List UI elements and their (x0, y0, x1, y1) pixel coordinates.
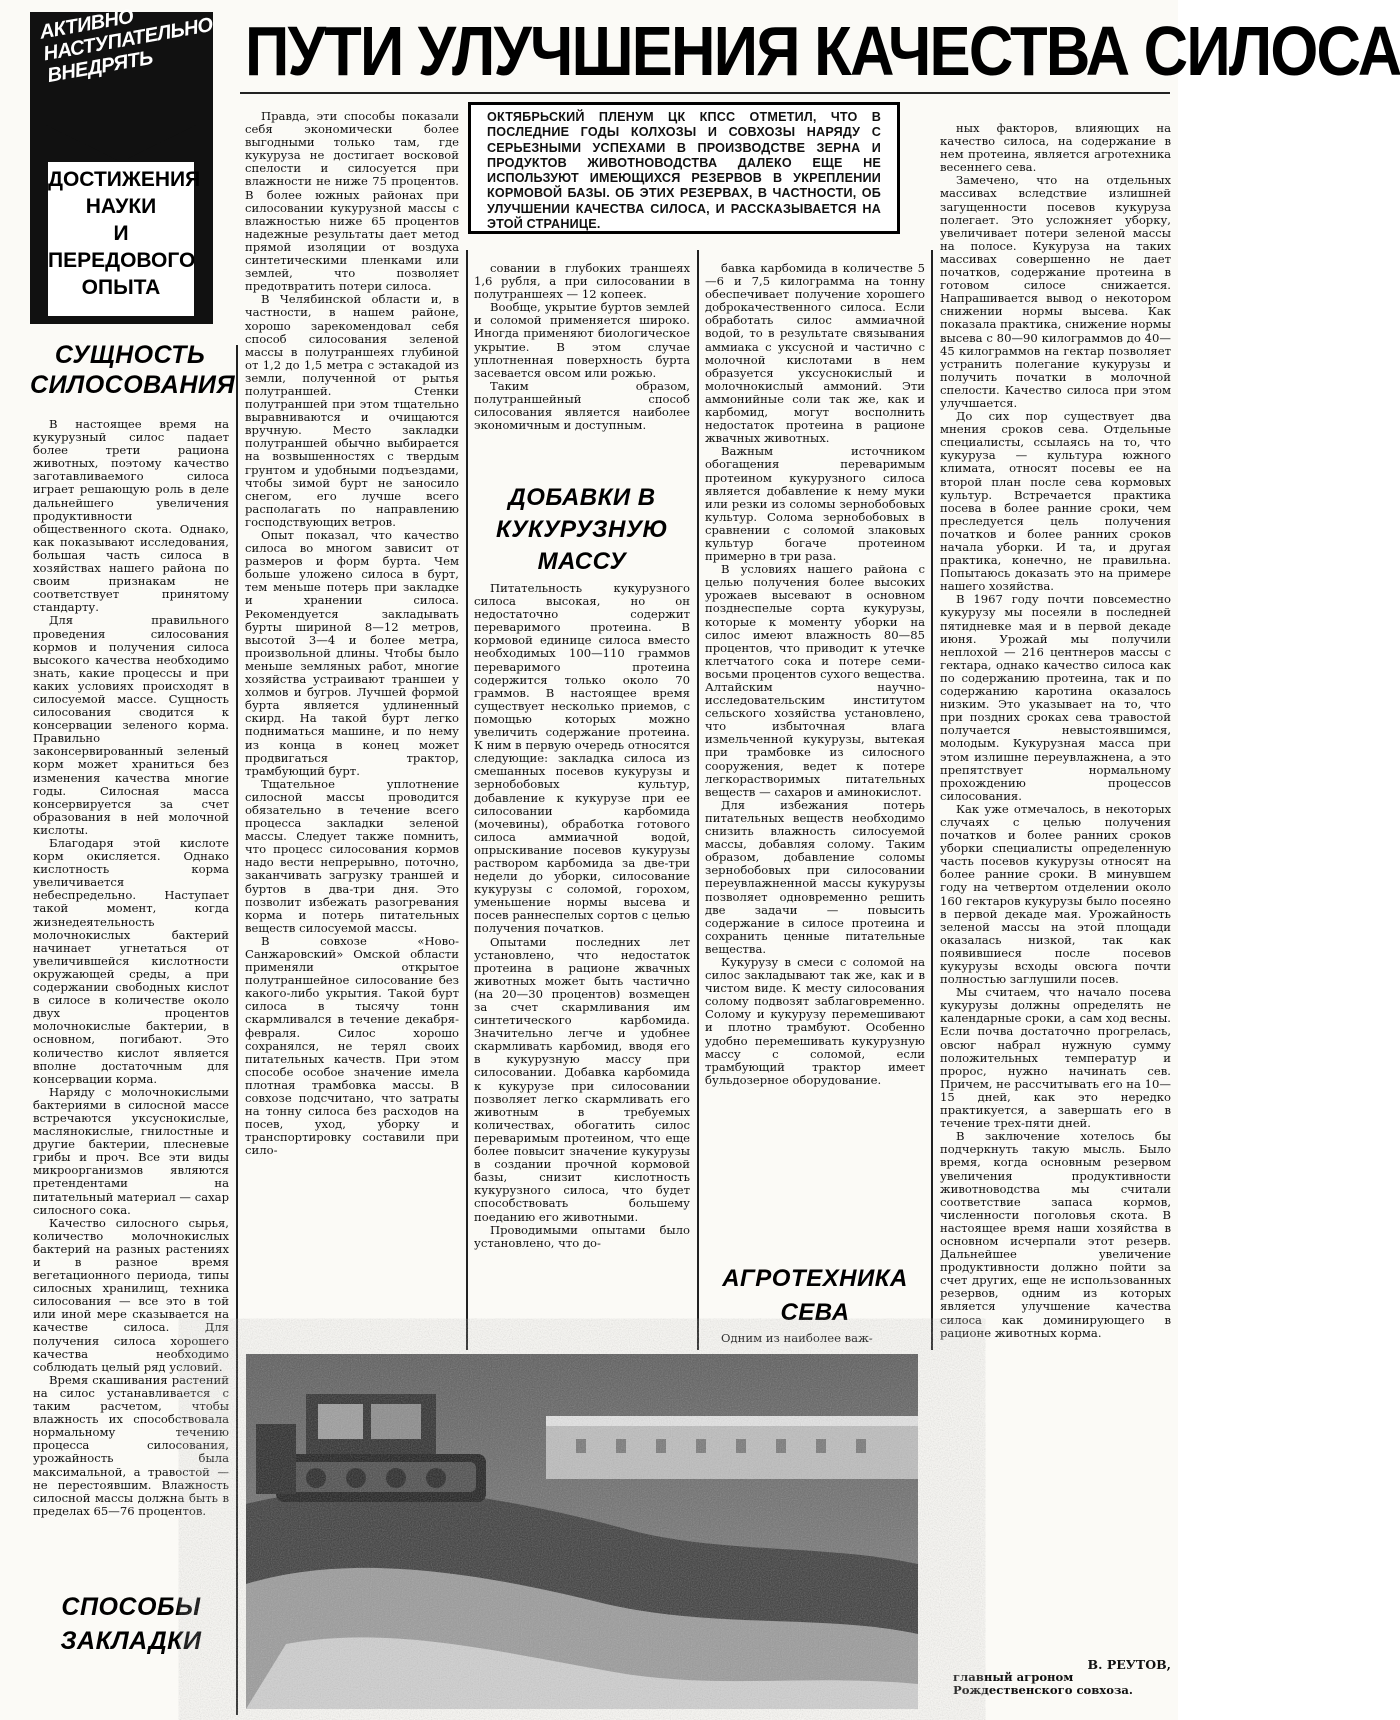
paragraph: Правда, эти способы показали себя экономически более выгодными только там, где кукуруза не достигает восковой спелости и силосуется при влажности не ниже 75 процентов. В более южных районах при силосовании кукурузной массы с влажностью ниже 65 процентов надежные результаты дает метод прямой изоляции от воздуха синтетическими пленками или землей, что позволяет предотвратить потери силоса. (245, 109, 459, 294)
slogan-box (48, 162, 201, 316)
column-rule (236, 345, 238, 1715)
paragraph: Опытами последних лет установлено, что недостаток протеина в рационе жвачных животных может быть частично (на 20—30 процентов) возмещен за счет скармливания им синтетического карбомида. Значительно легче и удобнее скармливать карбомид, вводя его в кукурузную массу при силосовании. Добавка карбомида к кукурузе при силосовании позволяет легко скармливать его животным в требуемых количествах, обогатить силос переваримым протеином, что еще более повысит значение кукурузы в создании прочной кормовой базы, снизит кислотность кукурузного силоса, что будет способствовать большему поеданию его животными. (474, 934, 690, 1224)
slogan-line: И (113, 222, 129, 245)
column-3 (474, 582, 690, 1350)
paragraph: Опыт показал, что качество силоса во многом зависит от размеров и форм бурта. Чем больше уложено силоса в бурт, тем меньше потерь при закладке и хранении силоса. Рекомендуется закладывать бурты шириной 8—12 метров, высотой 3—4 и более метра, произвольной длины. Чтобы было меньше земляных работ, многие хозяйства устраивают траншеи у холмов и бугров. Лучшей формой бурта является удлиненный скирд. На такой бурт легко подниматься машине, и по нему из конца в конец может продвигаться трактор, трамбующий бурт. (245, 528, 459, 778)
subhead-line: АГРОТЕХНИКА (722, 1265, 908, 1292)
paragraph: Тщательное уплотнение силосной массы проводится обязательно в течение всего процесса закладки зеленой массы. Следует также помнить, что процесс силосования кормов надо вести непрерывно, поточно, заканчивать загрузку траншей и буртов в два-три дня. Это позволит избежать разогревания корма и потерь питательных веществ силосуемой массы. (245, 776, 459, 935)
column-rule (697, 250, 699, 1350)
paragraph: Важным источником обогащения переваримым протеином кукурузного силоса является добавление к нему муки или резки из соломы зернобобовых культур. Солома зернобобовых в сравнении с соломой злаковых культур богаче протеином примерно в три раза. (705, 444, 925, 564)
column-3-top (474, 262, 690, 452)
paragraph: Благодаря этой кислоте корм окисляется. Однако кислотность корма увеличивается небеспредельно. Наступает такой момент, когда жизнедеятельность молочнокислых бактерий начинает угнетаться от увеличившейся кислотности окружающей среды, а при содержании свободных кислот в силосе в количестве около двух процентов молочнокислые бактерии, в основном, погибают. Это количество кислот является вполне достаточным для консервации корма. (33, 836, 229, 1086)
slogan-line: ПЕРЕДОВОГО (48, 249, 196, 272)
page-headline: ПУТИ УЛУЧШЕНИЯ КАЧЕСТВА СИЛОСА (245, 12, 1400, 90)
column-4-bottom (705, 1332, 925, 1350)
subhead-agrotech (705, 1262, 925, 1330)
lead-box: ОКТЯБРЬСКИЙ ПЛЕНУМ ЦК КПСС ОТМЕТИЛ, ЧТО В ПОСЛЕДНИЕ ГОДЫ КОЛХОЗЫ И СОВХОЗЫ НАРЯДУ С СЕРЬЕЗНЫМИ УСПЕХАМИ В ПРОИЗВОДСТВЕ ЗЕРНА И ПРОДУКТОВ ЖИВОТНОВОДСТВА ДАЛЕКО ЕЩЕ НЕ ИСПОЛЬЗУЮТ ИМЕЮЩИХСЯ РЕЗЕРВОВ В УКРЕПЛЕНИИ КОРМОВОЙ БАЗЫ. ОБ ЭТИХ РЕЗЕРВАХ, В ЧАСТНОСТИ, ОБ УЛУЧШЕНИИ КАЧЕСТВА СИЛОСА, И РАССКАЗЫВАЕТСЯ НА ЭТОЙ СТРАНИЦЕ. (468, 102, 900, 234)
paragraph: В заключение хотелось бы подчеркнуть такую мысль. Было время, когда основным резервом увеличения продуктивности животноводства мы считали соответствие запаса кормов, численности поголовья скота. В настоящее время наши хозяйства в основном исчерпали этот резерв. Дальнейшее увеличение продуктивности должно пойти за счет других, еще не использованных резервов, одним из которых является улучшение качества силоса как доминирующего в рационе животных корма. (940, 1129, 1171, 1340)
slogan-line: НАУКИ (85, 195, 157, 218)
slogan-top-text: АКТИВНО НАСТУПАТЕЛЬНО ВНЕДРЯТЬ (38, 5, 215, 87)
paragraph: Кукурузу в смеси с соломой на силос закладывают так же, как и в чистом виде. К месту силосования солому подвозят заблаговременно. Солому и кукурузу перемешивают и плотно трамбуют. Особенно удобно перемешивать кукурузную массу с соломой, если трамбующий трактор имеет бульдозерное оборудование. (705, 954, 925, 1087)
subhead-methods (33, 1590, 229, 1658)
column-2 (245, 110, 459, 1350)
paragraph: Качество силосного сырья, количество молочнокислых бактерий на разных растениях и в разное время вегетационного периода, типы силосных хранилищ, техника силосования — все это в той или иной мере сказывается на качестве силоса. Для получения силоса хорошего качества необходимо соблюдать целый ряд условий. (33, 1215, 229, 1374)
slogan-arrow-icon (44, 124, 198, 162)
column-4 (705, 262, 925, 1262)
subhead-line: СИЛОСОВАНИЯ (30, 371, 236, 399)
column-rule (931, 250, 933, 1350)
column-1 (33, 418, 229, 1590)
paragraph: В совхозе «Ново-Санжаровский» Омской области применяли открытое полутраншейное силосование без какого-либо укрытия. Такой бурт силоса в тысячу тонн скармливался в течение декабря-февраля. Силос хорошо сохранялся, не терял своих питательных качеств. При этом способе особое значение имела плотная трамбовка массы. В совхозе подсчитано, что затраты на тонну силоса без расходов на посев, уход, уборку и транспортировку составили при сило- (245, 933, 459, 1158)
paragraph: Время скашивания растений на силос устанавливается с таким расчетом, чтобы влажность их способствовала нормальному течению процесса силосования, урожайность была максимальной, а травостой — не перестоявшим. Влажность силосной массы должна быть в пределах 65—76 процентов. (33, 1372, 229, 1518)
slogan-line: ДОСТИЖЕНИЯ (48, 168, 201, 191)
paragraph: Как уже отмечалось, в некоторых случаях с целью получения початков и более ранних сроков уборки специалисты определенную часть посевов кукурузы относят на более ранние сроки. В минувшем году на четвертом отделении около 160 гектаров кукурузы было посеяно в первой декаде мая. Урожайность зеленой массы на этой площади оказалась низкой, так как появившиеся после посевов кукурузы всходы овсюга почти полностью заглушили посев. (940, 801, 1171, 987)
paragraph: совании в глубоких траншеях 1,6 рубля, а при силосовании в полутраншеях — 12 копеек. (474, 261, 690, 302)
author-title: главный агроном Рождественского совхоза. (953, 1670, 1133, 1697)
subhead-line: КУКУРУЗНУЮ (495, 516, 669, 543)
subhead-line: СУЩНОСТЬ (54, 341, 206, 369)
subhead-line: МАССУ (537, 548, 627, 575)
paragraph: Одним из наиболее важ- (721, 1331, 873, 1345)
slogan-block (30, 5, 215, 324)
headline-rule (240, 92, 1170, 94)
paragraph: Питательность кукурузного силоса высокая, но он недостаточно содержит переваримого протеина. В кормовой единице силоса вместо необходимых 100—110 граммов переваримого протеина содержится только около 70 граммов. В настоящее время существует несколько приемов, с помощью которых можно увеличить содержание протеина. К ним в первую очередь относятся следующие: закладка силоса из смешанных посевов кукурузы и зернобобовых культур, добавление к кукурузе при ее силосовании карбомида (мочевины), обработка готового силоса аммиачной водой, опрыскивание посевов кукурузы раствором карбомида за две-три недели до уборки, силосование кукурузы с соломой, горохом, уменьшение нормы высева и посев раннеспелых сортов с целью получения початков. (474, 581, 690, 936)
paragraph: В условиях нашего района с целью получения более высоких урожаев высевают в основном позднеспелые сорта кукурузы, которые к моменту уборки на силос имеют влажность 80—85 процентов, что приводит к утечке клетчатого сока и потере семи-восьми процентов сухого вещества. Алтайским научно-исследовательским институтом сельского хозяйства установлено, что избыточная влага измельченной кукурузы, вытекая при трамбовке из силосного сооружения, ведет к потере легкорастворимых питательных веществ — сахаров и аминокислот. (705, 562, 925, 799)
column-5 (940, 122, 1171, 1658)
paragraph: Для избежания потерь питательных веществ необходимо снизить влажность силосуемой массы, добавляя солому. Таким образом, добавление соломы зернобобовых при силосовании переувлажненной массы кукурузы позволяет одновременно решить две задачи — повысить содержание в силосе протеина и сохранить ценные питательные вещества. (705, 797, 925, 956)
column-rule (466, 250, 468, 1350)
paragraph: В Челябинской области и, в частности, в нашем районе, хорошо зарекомендовал себя способ силосования зеленой массы в полутраншеях глубиной от 1,2 до 1,5 метра с эстакадой из земли, полученной от рытья полутраншей. Стенки полутраншей при этом тщательно выравниваются и очищаются вручную. Место закладки полутраншей обычно выбирается на возвышенностях с твердым грунтом и удобными подъездами, чтобы зимой бурт не заносило снегом, его лучше всего располагать по направлению господствующих ветров. (245, 292, 459, 529)
signature (953, 1658, 1171, 1697)
paragraph: Вообще, укрытие буртов землей и соломой применяется широко. Иногда применяют биологическое укрытие. В этом случае уплотненная поверхность бурта засевается овсом или рожью. (474, 300, 690, 380)
tractor-photo (246, 1354, 918, 1709)
subhead-line: ЗАКЛАДКИ (60, 1627, 202, 1655)
subhead-line: СПОСОБЫ (61, 1593, 201, 1621)
subhead-additives (474, 482, 690, 578)
paragraph: бавка карбомида в количестве 5—6 и 7,5 килограмма на тонну обеспечивает получение хорошего доброкачественного силоса. Если обработать силос аммиачной водой, то в результате связывания аммиака с уксусной и частично с молочной кислотами в нем образуется уксуснокислый и молочнокислый аммоний. Эти аммонийные соли так же, как и карбомид, могут восполнить недостаток протеина в рационе жвачных животных. (705, 261, 925, 446)
photo-illustration (246, 1354, 918, 1709)
paragraph: До сих пор существует два мнения сроков сева. Отдельные специалисты, ссылаясь на то, что кукуруза — культура южного климата, относят посевы ее на второй план после сева кормовых культур. Встречается практика посева в более ранние сроки, чем преследуется цель получения початков и более ранних сроков начала уборки. И та, и другая практика, конечно, не правильна. Попытаюсь доказать это на примере нашего хозяйства. (940, 409, 1171, 594)
paragraph: Мы считаем, что начало посева кукурузы должны определять не календарные сроки, а сам ход весны. Если почва достаточно прогрелась, овсюг набрал нужную сумму положительных температур и пророс, нужно начинать сев. Причем, не рассчитывать его на 10—15 дней, как это нередко практикуется, а завершать его в течение трех-пяти дней. (940, 985, 1171, 1131)
subhead-essence (30, 340, 236, 400)
subhead-line: ДОБАВКИ В (508, 484, 656, 511)
paragraph: Проводимыми опытами было установлено, что до- (474, 1222, 690, 1250)
subhead-line: СЕВА (780, 1299, 850, 1326)
paragraph: ных факторов, влияющих на качество силоса, на содержание в нем протеина, является агротехника весеннего сева. (940, 121, 1171, 175)
paragraph: В настоящее время на кукурузный силос падает более трети рациона животных, поэтому качество заготавливаемого силоса играет решающую роль в деле дальнейшего увеличения продуктивности общественного скота. Однако, как показывают исследования, большая часть силоса в хозяйствах нашего района по своим признакам не соответствует принятому стандарту. (33, 417, 229, 615)
paragraph: В 1967 году почти повсеместно кукурузу мы посеяли в последней пятидневке мая и в первой декаде июня. Урожай мы получили неплохой — 216 центнеров массы с гектара, однако качество силоса как по содержанию протеина, так и по содержанию каротина оказалось низким. Это указывает на то, что при поздних сроках сева травостой получается невыстоявшимся, молодым. Кукурузная масса при этом излишне переувлажнена, а это препятствует нормальному прохождению процессов силосования. (940, 592, 1171, 803)
author-name: В. РЕУТОВ, (1087, 1657, 1171, 1672)
paragraph: Замечено, что на отдельных массивах вследствие излишней загущенности посевов кукуруза полегает. Это усложняет уборку, увеличивает потери зеленой массы на полосе. Кукуруза на таких массивах совершенно не дает початков, содержание протеина в готовом силосе снижается. Напрашивается вывод о некотором снижении нормы высева. Как показала практика, снижение нормы высева с 80—90 килограммов до 40—45 килограммов на гектар позволяет устранить полегание кукурузы и получить початки в молочной спелости. Качество силоса при этом улучшается. (940, 173, 1171, 410)
slogan-line: ОПЫТА (81, 276, 161, 299)
paragraph: Для правильного проведения силосования кормов и получения силоса высокого качества необходимо знать, какие процессы и при каких условиях происходят в силосуемой массе. Сущность силосования сводится к консервации зеленого корма. Правильно законсервированный зеленый корм может храниться без изменения качества многие годы. Силосная масса консервируется за счет образования в ней молочной кислоты. (33, 613, 229, 837)
paragraph: Таким образом, полутраншейный способ силосования является наиболее экономичным и доступным. (474, 378, 690, 433)
paragraph: Наряду с молочнокислыми бактериями в силосной массе встречаются уксуснокислые, маслянокислые, гнилостные и другие бактерии, плесневые грибы и проч. Все эти виды микроорганизмов являются претендентами на питательный материал — сахар силосного сока. (33, 1084, 229, 1217)
